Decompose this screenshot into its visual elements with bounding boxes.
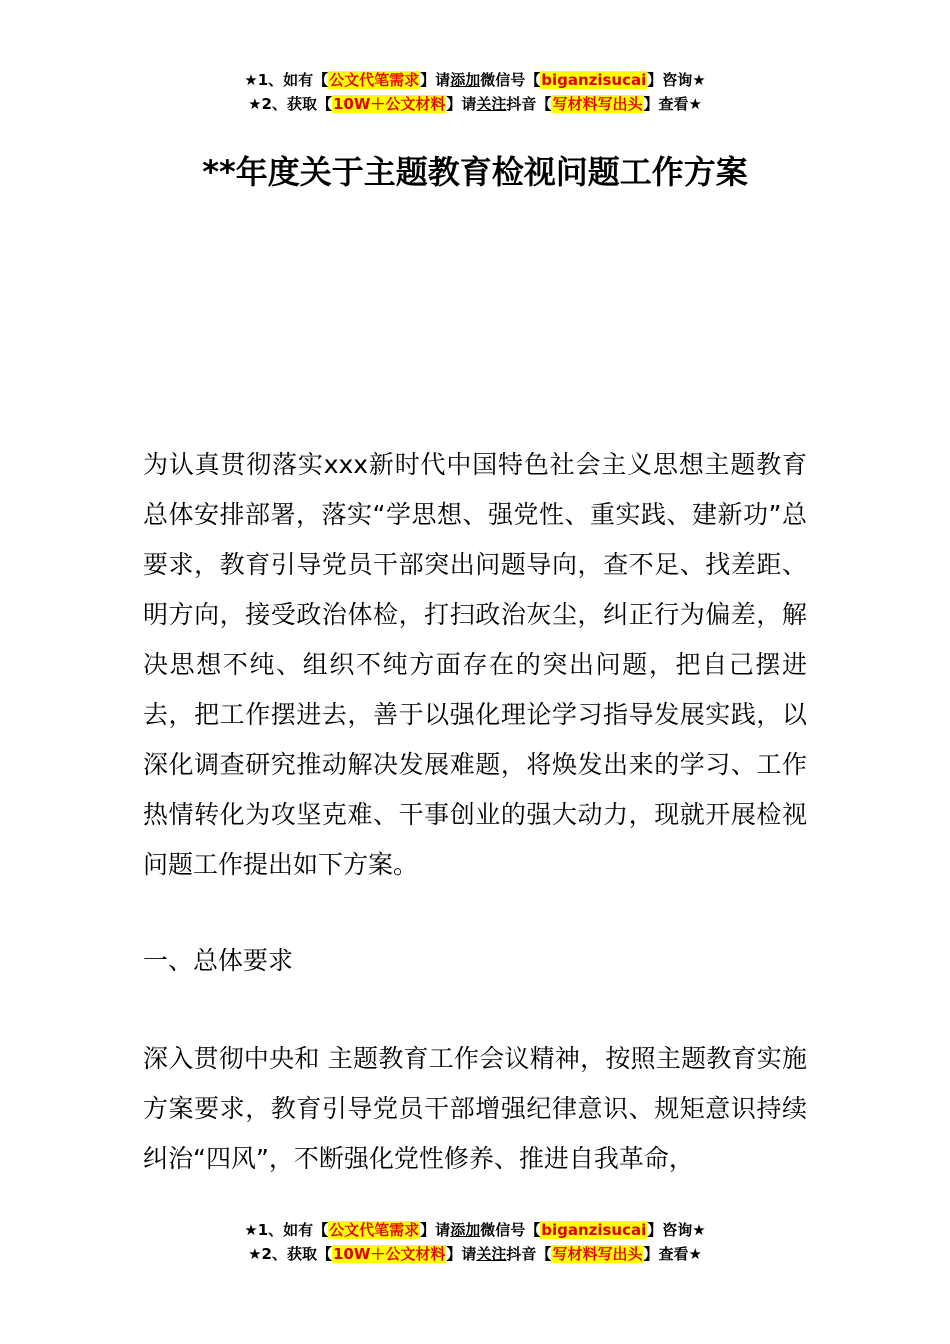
banner-text: 微信号【 <box>480 71 541 89</box>
paragraph-intro: 为认真贯彻落实xxx新时代中国特色社会主义思想主题教育总体安排部署，落实“学思想、强党性、重实践、建新功”总要求，教育引导党员干部突出问题导向，查不足、找差距、明方向，接受政治体检，打扫政治灰尘，纠正行为偏差，解决思想不纯、组织不纯方面存在的突出问题，把自己摆进去，把工作摆进去，善于以强化理论学习指导发展实践，以深化调查研究推动解决发展难题，将焕发出来的学习、工作热情转化为攻坚克难、干事创业的强大动力，现就开展检视问题工作提出如下方案。 <box>143 450 807 879</box>
banner-line-1 <box>0 1218 950 1242</box>
highlight-service: 公文代笔需求 <box>329 71 420 89</box>
banner-text: 抖音【 <box>506 95 552 113</box>
highlight-douyin-id: 写材料写出头 <box>552 95 643 113</box>
paragraph-section-1: 深入贯彻中央和 主题教育工作会议精神，按照主题教育实施方案要求，教育引导党员干部增强纪律意识、规矩意识持续纠治“四风”，不断强化党性修养、推进自我革命， <box>143 1044 807 1173</box>
banner-line-1 <box>0 68 950 92</box>
banner-text: 】查看★ <box>643 95 702 113</box>
highlight-wechat-id: biganzisucai <box>541 71 647 89</box>
highlight-wechat-id: biganzisucai <box>541 1221 647 1239</box>
footer-banner <box>0 1218 950 1266</box>
banner-text: ★2、获取【 <box>248 1245 332 1263</box>
banner-text: 微信号【 <box>480 1221 541 1239</box>
highlight-service: 公文代笔需求 <box>329 1221 420 1239</box>
underlined-text: 关注 <box>476 95 507 113</box>
underlined-text: 关注 <box>476 1245 507 1263</box>
banner-text: ★2、获取【 <box>248 95 332 113</box>
section-heading-1: 一、总体要求 <box>143 946 294 975</box>
banner-text: 】请 <box>446 95 477 113</box>
highlight-materials: 10W＋公文材料 <box>332 95 446 113</box>
header-banner <box>0 68 950 116</box>
banner-line-2 <box>0 92 950 116</box>
banner-text: 】查看★ <box>643 1245 702 1263</box>
banner-text: ★1、如有【 <box>244 71 329 89</box>
banner-text: 】请 <box>446 1245 477 1263</box>
banner-text: 】请 <box>420 1221 451 1239</box>
banner-text: 】咨询★ <box>647 71 706 89</box>
banner-text: 】咨询★ <box>647 1221 706 1239</box>
highlight-douyin-id: 写材料写出头 <box>552 1245 643 1263</box>
document-title: **年度关于主题教育检视问题工作方案 <box>202 153 748 191</box>
banner-text: ★1、如有【 <box>244 1221 329 1239</box>
banner-text: 】请 <box>420 71 451 89</box>
highlight-materials: 10W＋公文材料 <box>332 1245 446 1263</box>
banner-line-2 <box>0 1242 950 1266</box>
banner-text: 抖音【 <box>506 1245 552 1263</box>
underlined-text: 添加 <box>450 1221 481 1239</box>
underlined-text: 添加 <box>450 71 481 89</box>
